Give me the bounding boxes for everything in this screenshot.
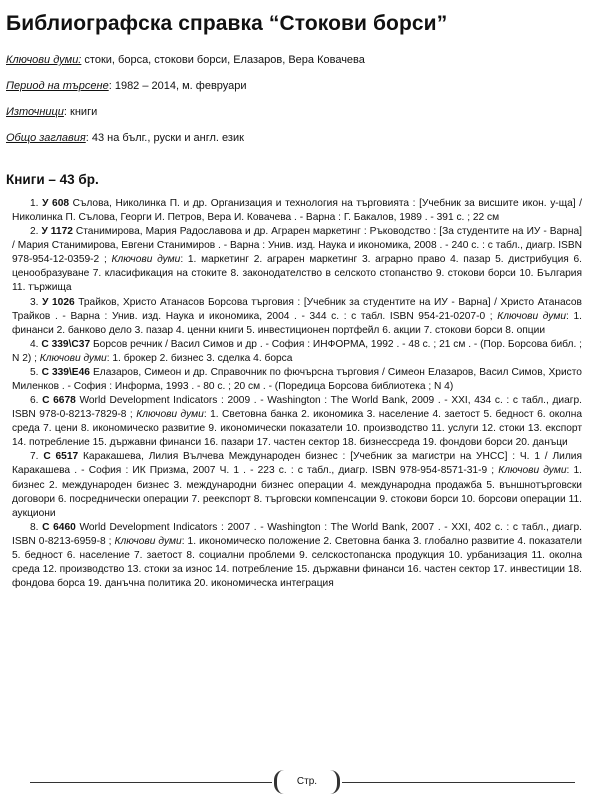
- page-footer: [30, 770, 575, 794]
- meta-value: стоки, борса, стокови борси, Елазаров, Вера Ковачева: [81, 54, 365, 66]
- keywords-label: Ключови думи: [111, 254, 181, 266]
- meta-total-titles: [6, 132, 582, 144]
- document-title: Библиографска справка “Стокови борси”: [6, 12, 448, 35]
- entry-number: 5.: [30, 366, 39, 378]
- list-item: [12, 225, 582, 295]
- list-item: [12, 521, 582, 591]
- entry-number: 2.: [30, 226, 39, 238]
- entry-text: Елазаров, Симеон и др. Справочник по фючърсна търговия / Симеон Елазаров, Васил Симов, Христо Миленков . - София : Информа, 1993 . - 80 с. ; 20 см . - (Поредица Борсова библиотека ; N 4): [12, 366, 582, 393]
- meta-block: [6, 54, 582, 144]
- entry-number: 7.: [30, 451, 39, 463]
- entry-keywords: : 1. финанси 2. банково дело 3. пазар 4. ценни книги 5. инвестиционен портфейл 6. акции 7. стокови борси 8. опции: [12, 310, 582, 336]
- meta-key: Ключови думи:: [6, 54, 82, 66]
- entry-keywords: : 1. маркетинг 2. аграрен маркетинг 3. аграрно право 4. пазар 5. дистрибуция 6. ценообразуване 7. класификация на стоките 8. законодателство в селското стопанство 9. стокови борси 10. България 11. тържища: [12, 254, 582, 294]
- entry-text: World Development Indicators : 2009 . - Washington : The World Bank, 2009 . - XXI, 434 с. : с табл., диагр. ISBN 978-0-8213-7829-8 ;: [12, 395, 582, 421]
- entry-text: Трайков, Христо Атанасов Борсова търговия : [Учебник за студентите на ИУ - Варна] / Христо Атанасов Трайков . - Варна : Унив. изд. Наука и икономика, 2004 . - 344 с. : с табл. ISBN 954-21-0207-0 ;: [12, 296, 582, 322]
- entry-number: 4.: [30, 338, 39, 350]
- list-item: [12, 366, 582, 394]
- keywords-label: Ключови думи: [39, 352, 107, 364]
- keywords-label: Ключови думи: [136, 409, 204, 421]
- meta-value: : 43 на бълг., руски и англ. език: [85, 132, 244, 144]
- entry-keywords: : 1. бизнес 2. международен бизнес 3. международни бизнес операции 4. международна продажба 5. външнотърговски договори 6. посреднически операции 7. реекспорт 8. търговски компенсации 9. стокови борси 10. борсови операции 11. аукциони: [12, 465, 582, 519]
- entry-number: 6.: [30, 395, 39, 407]
- list-item: [12, 197, 582, 225]
- entry-keywords: : 1. Световна банка 2. икономика 3. население 4. заетост 5. бедност 6. околна среда 7. цени 8. икономическо развитие 9. икономически показатели 10. производство 11. услуги 12. стоки 13. експорт 14. потребление 15. държавни финанси 16. пазари 17. частен сектор 18. бизнессреда 19. фондови борси 20. данъци: [12, 409, 582, 449]
- footer-rule-right: [342, 782, 575, 783]
- keywords-label: Ключови думи: [114, 535, 182, 547]
- meta-sources: [6, 106, 582, 118]
- meta-keywords: [6, 54, 582, 66]
- entry-text: World Development Indicators : 2007 . - Washington : The World Bank, 2007 . - XXI, 402 с. : с табл., диагр. ISBN 0-8213-6959-8 ;: [12, 521, 582, 547]
- entry-code: С 6517: [43, 451, 79, 463]
- entry-code: У 1026: [42, 296, 75, 308]
- entry-code: У 608: [42, 198, 70, 209]
- entry-number: 3.: [30, 296, 39, 308]
- entry-keywords: : 1. брокер 2. бизнес 3. сделка 4. борса: [106, 352, 293, 364]
- entry-text: Борсов речник / Васил Симов и др . - София : ИНФОРМА, 1992 . - 48 с. ; 21 см . - (Пор. Борсова библ. ; N 2) ;: [12, 338, 582, 364]
- entry-code: С 6678: [42, 395, 76, 407]
- entry-keywords: : 1. икономическо положение 2. Световна банка 3. глобално развитие 4. показатели 5. бедност 6. население 7. заетост 8. социални проблеми 9. селскостопанска продукция 10. урбанизация 11. околна среда 12. производство 13. стоки за износ 14. потребление 15. държавни финанси 16. частен сектор 17. инвестиции 18. фондова борса 19. данъчна политика 20. икономическа интеграция: [12, 535, 582, 590]
- entry-text: Каракашева, Лилия Вълчева Международен бизнес : [Учебник за магистри на УНСС] : Ч. 1 / Лилия Каракашева . - София : ИК Призма, 2007 Ч. 1 . - 223 с. : с табл., диагр. ISBN 978-954-8571-31-9 ;: [12, 451, 582, 477]
- keywords-label: Ключови думи: [497, 310, 567, 322]
- meta-value: : 1982 – 2014, м. февруари: [108, 80, 247, 92]
- meta-key: Източници: [6, 106, 64, 118]
- entry-code: С 339\Е46: [41, 366, 90, 378]
- list-item: [12, 338, 582, 366]
- meta-value: : книги: [63, 106, 98, 118]
- section-heading-books: Книги – 43 бр.: [6, 172, 99, 187]
- entry-code: С 6460: [42, 521, 76, 533]
- list-item: [12, 450, 582, 520]
- page-label: Стр.: [296, 776, 318, 787]
- entry-number: 8.: [30, 521, 39, 533]
- books-list: [6, 197, 582, 591]
- footer-rule-left: [30, 782, 272, 783]
- list-item: [12, 296, 582, 338]
- list-item: [12, 394, 582, 450]
- meta-key: Общо заглавия: [6, 132, 86, 144]
- entry-text: Станимирова, Мария Радославова и др. Аграрен маркетинг : Ръководство : [За студентите на ИУ - Варна] / Мария Станимирова, Евгени Станимиров . - Варна : Унив. изд. Наука и икономика, 2008 . - 240 с. : с табл., диагр. ISBN 978-954-12-0359-2 ;: [12, 226, 582, 266]
- meta-key: Период на търсене: [6, 80, 109, 92]
- page-number-box: [274, 770, 340, 794]
- entry-text: Сълова, Николинка П. и др. Организация и технология на търговията : [Учебник за висшите икон. у-ща] / Николинка П. Сълова, Георги И. Петров, Вера И. Ковачева . - Варна : Г. Бакалов, 1989 . - 391 с. ; 22 см: [12, 198, 582, 224]
- entry-number: 1.: [30, 198, 39, 209]
- entry-code: У 1172: [41, 226, 73, 238]
- meta-period: [6, 80, 582, 92]
- keywords-label: Ключови думи: [498, 465, 567, 477]
- entry-code: С 339\С37: [41, 338, 91, 350]
